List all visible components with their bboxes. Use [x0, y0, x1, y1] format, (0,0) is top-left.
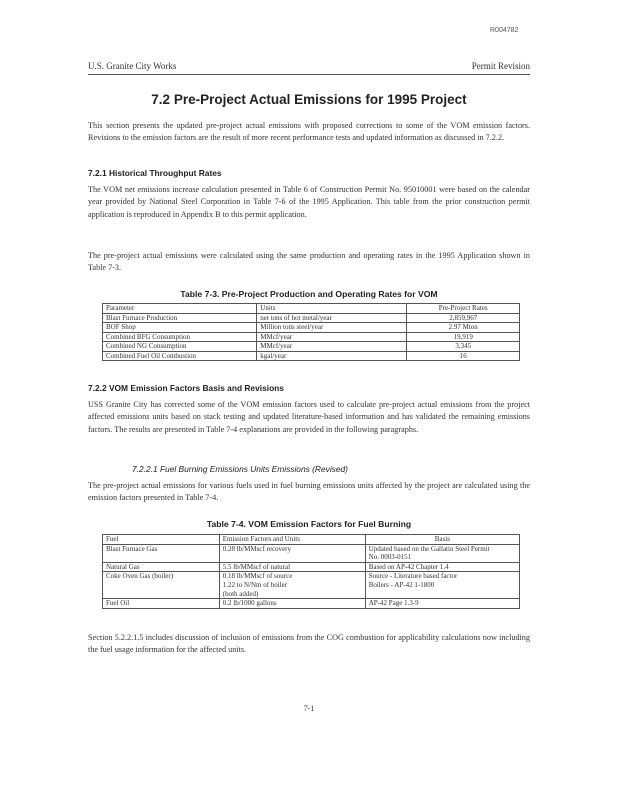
- table-cell: [219, 544, 365, 562]
- table-cell: [219, 572, 365, 599]
- table-cell: Blast Furnace Gas: [103, 544, 220, 562]
- table-cell: Fuel Oil: [103, 599, 220, 609]
- table-cell: Combined NG Consumption: [103, 342, 257, 352]
- table-cell: [365, 572, 519, 599]
- table-row: [103, 599, 520, 609]
- table-header-row: [103, 535, 520, 545]
- table-cell: 3,345: [407, 342, 520, 352]
- table-cell: [365, 562, 519, 572]
- table-cell: Blast Furnace Production: [103, 313, 257, 323]
- cell-line: 0.2 lb/1000 gallons: [222, 599, 277, 608]
- heading-7-2-2-1: 7.2.2.1 Fuel Burning Emissions Units Emissions (Revised): [132, 464, 348, 474]
- table-cell: Million tons steel/year: [257, 323, 407, 333]
- table-header-cell: Parameter: [103, 304, 257, 314]
- table-header-cell: Emission Factors and Units: [219, 535, 365, 545]
- table-header-cell: Fuel: [103, 535, 220, 545]
- page-number: 7-1: [303, 704, 315, 713]
- table-row: [103, 544, 520, 562]
- table-header-cell: Pre-Project Rates: [407, 304, 520, 314]
- cell-line: Boilers - AP-42 1-1800: [368, 580, 435, 589]
- table-row: [103, 572, 520, 599]
- heading-7-2-1: 7.2.1 Historical Throughput Rates: [88, 168, 222, 178]
- table-7-3-caption: Table 7-3. Pre-Project Production and Operating Rates for VOM: [180, 289, 438, 299]
- table-cell: net tons of hot metal/year: [257, 313, 407, 323]
- table-cell: 16: [407, 351, 520, 361]
- table-cell: [365, 544, 519, 562]
- table-7-3: [102, 303, 520, 361]
- paragraph-7-2-2: USS Granite City has corrected some of the VOM emission factors used to calculate pre-project actual emissions from the project affected emissions units based on stack testing and updated literature-based information and has validated the remaining emissions factors. The results are presented in Table 7-4 explanations are provided in the following paragraphs.: [88, 400, 530, 434]
- table-row: [103, 332, 520, 342]
- table-cell: MMcf/year: [257, 342, 407, 352]
- paragraph-7-2-1-a: The VOM net emissions increase calculation presented in Table 6 of Construction Permit No. 95010001 were based on the calendar year provided by National Steel Corporation in Table 7-6 of the 1995 Application. This table from the prior construction permit application is reproduced in Appendix B to this permit application.: [88, 185, 530, 219]
- cell-line: AP-42 Page 1.3-9: [368, 599, 419, 608]
- header-left: U.S. Granite City Works: [88, 61, 177, 71]
- closing-paragraph: Section 5.2.2.1.5 includes discussion of inclusion of emissions from the COG combustion for applicability calculations now including the fuel usage information for the affected units.: [88, 633, 530, 655]
- table-cell: MMcf/year: [257, 332, 407, 342]
- cell-line: Source - Literature based factor: [368, 572, 458, 581]
- table-row: [103, 313, 520, 323]
- table-header-cell: Units: [257, 304, 407, 314]
- table-cell: Combined Fuel Oil Combustion: [103, 351, 257, 361]
- cell-line: (both added): [222, 589, 259, 598]
- table-row: [103, 562, 520, 572]
- table-cell: kgal/year: [257, 351, 407, 361]
- cell-line: Based on AP-42 Chapter 1.4: [368, 562, 449, 571]
- paragraph-7-2-1-b: The pre-project actual emissions were calculated using the same production and operating rates in the 1995 Application shown in Table 7-3.: [88, 251, 530, 273]
- table-row: [103, 323, 520, 333]
- table-cell: Natural Gas: [103, 562, 220, 572]
- table-cell: Combined BFG Consumption: [103, 332, 257, 342]
- cell-line: 1.22 to N/Nm of boiler: [222, 580, 288, 589]
- table-cell: 2.97 Mton: [407, 323, 520, 333]
- table-cell: Coke Oven Gas (boiler): [103, 572, 220, 599]
- table-cell: BOF Shop: [103, 323, 257, 333]
- table-cell: [219, 599, 365, 609]
- section-title: 7.2 Pre-Project Actual Emissions for 1995 Project: [151, 92, 467, 107]
- table-cell: [219, 562, 365, 572]
- header-rule: [88, 74, 530, 75]
- cell-line: No. 0003-0151: [368, 553, 412, 562]
- table-cell: 2,859,967: [407, 313, 520, 323]
- table-cell: 19,919: [407, 332, 520, 342]
- cell-line: 0.18 lb/MMscf of source: [222, 572, 293, 581]
- cell-line: Updated based on the Gallatin Steel Permit: [368, 544, 490, 553]
- header-right: Permit Revision: [471, 61, 530, 71]
- table-row: [103, 342, 520, 352]
- table-row: [103, 351, 520, 361]
- table-cell: [365, 599, 519, 609]
- table-header-cell: Basis: [365, 535, 519, 545]
- document-id: R004782: [490, 27, 519, 34]
- intro-paragraph: This section presents the updated pre-project actual emissions with proposed corrections to some of the VOM emission factors. Revisions to the emission factors are the result of more recent performance tests and updated information as discussed in 7.2.2.: [88, 121, 530, 143]
- heading-7-2-2: 7.2.2 VOM Emission Factors Basis and Revisions: [88, 383, 284, 393]
- table-header-row: [103, 304, 520, 314]
- paragraph-7-2-2-1: The pre-project actual emissions for various fuels used in fuel burning emissions units affected by the project are calculated using the emission factors presented in Table 7-4.: [88, 481, 530, 503]
- cell-line: 5.5 lb/MMscf of natural: [222, 562, 291, 571]
- table-7-4-caption: Table 7-4. VOM Emission Factors for Fuel Burning: [206, 519, 412, 529]
- table-7-4: [102, 534, 520, 609]
- cell-line: 0.28 lb/MMscf recovery: [222, 544, 291, 553]
